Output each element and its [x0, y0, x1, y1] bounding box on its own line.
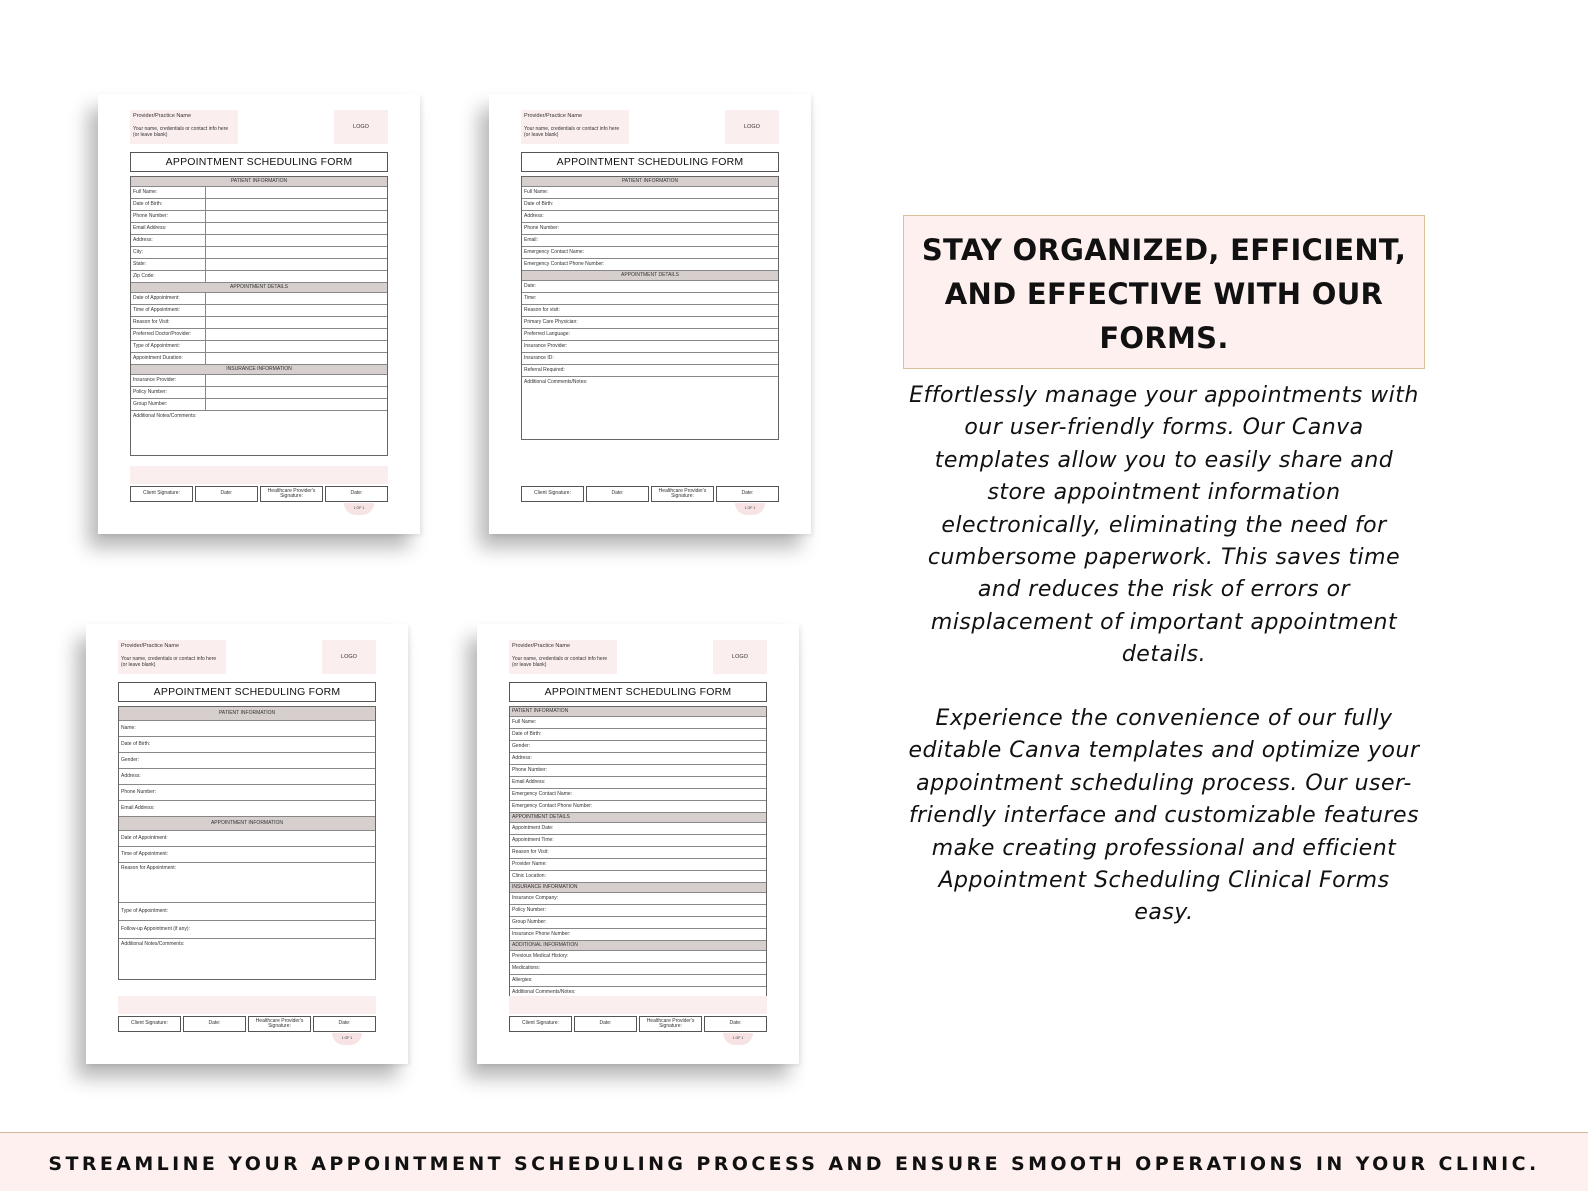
provider-header — [521, 110, 629, 144]
client-signature: Client Signature: — [509, 1016, 572, 1032]
section-header — [510, 883, 766, 893]
client-signature: Client Signature: — [130, 486, 193, 502]
form-preview-3 — [86, 624, 408, 1064]
signature-row — [118, 1016, 376, 1032]
form-preview-4 — [477, 624, 799, 1064]
section-label: INSURANCE INFORMATION — [512, 884, 578, 890]
description-paragraph-2: Experience the convenience of our fully editable Canva templates and optimize your appointment scheduling process. Our user-friendly interface and customizable features make creating professional and efficient Appointment Scheduling Clinical Forms easy. — [908, 706, 1420, 926]
field-label: Reason for Visit: — [131, 317, 206, 328]
signature-row — [521, 486, 779, 502]
form-table — [130, 176, 388, 456]
section-label: PATIENT INFORMATION — [512, 708, 569, 714]
field-label: Provider Name: — [512, 861, 547, 867]
logo-placeholder: LOGO — [725, 110, 779, 144]
field-label: Policy Number: — [131, 387, 206, 398]
section-header: APPOINTMENT INFORMATION — [119, 817, 375, 831]
field-label: Reason for visit: — [524, 307, 560, 313]
field-label: Follow-up Appointment (if any): — [121, 926, 190, 932]
form-title: APPOINTMENT SCHEDULING FORM — [130, 152, 388, 172]
field-label: Date of Birth: — [512, 731, 542, 737]
field-label: Clinic Location: — [512, 873, 546, 879]
field-label: Allergies: — [512, 977, 533, 983]
notes-label: Additional Comments/Notes: — [524, 379, 588, 385]
page-number: 1 OF 1 — [344, 503, 374, 515]
field-label: Emergency Contact Name: — [512, 791, 573, 797]
provider-signature: Healthcare Provider's Signature: — [248, 1016, 311, 1032]
logo-placeholder: LOGO — [713, 640, 767, 674]
signature-date: Date: — [574, 1016, 637, 1032]
form-preview-1 — [98, 94, 420, 534]
form-preview-2 — [489, 94, 811, 534]
field-label: City: — [131, 247, 206, 258]
provider-header — [509, 640, 617, 674]
field-label: Date of Birth: — [131, 199, 206, 210]
field-label: Time of Appointment: — [131, 305, 206, 316]
field-label: Phone Number: — [131, 211, 206, 222]
field-label: Policy Number: — [512, 907, 546, 913]
provider-name: Provider/Practice Name — [133, 113, 192, 119]
field-label: Insurance Phone Number: — [512, 931, 571, 937]
form-table — [118, 706, 376, 980]
field-label: Name: — [121, 725, 136, 731]
provider-signature: Healthcare Provider's Signature: — [260, 486, 323, 502]
signature-row — [509, 1016, 767, 1032]
field-label: Time of Appointment: — [121, 851, 169, 857]
field-label: Group Number: — [131, 399, 206, 410]
field-label: Zip Code: — [131, 271, 206, 282]
provider-signature: Healthcare Provider's Signature: — [651, 486, 714, 502]
signature-band — [130, 466, 388, 484]
section-header — [510, 707, 766, 717]
field-label: Email Address: — [131, 223, 206, 234]
field-label: Insurance Provider: — [131, 375, 206, 386]
page-number: 1 OF 1 — [332, 1033, 362, 1045]
section-header: PATIENT INFORMATION — [131, 177, 387, 187]
field-label: Email Address: — [512, 779, 546, 785]
field-label: Full Name: — [524, 189, 549, 195]
field-label: State: — [131, 259, 206, 270]
section-header: APPOINTMENT DETAILS — [131, 283, 387, 293]
field-label: Appointment Duration: — [131, 353, 206, 364]
field-label: Insurance ID: — [524, 355, 554, 361]
notes-label: Additional Notes/Comments: — [133, 413, 197, 419]
field-label: Type of Appointment: — [121, 908, 168, 914]
field-label: Email Address: — [121, 805, 155, 811]
headline: STAY ORGANIZED, EFFICIENT, AND EFFECTIVE WITH OUR FORMS. — [903, 215, 1425, 369]
description-paragraph-1: Effortlessly manage your appointments with our user-friendly forms. Our Canva templates allow you to easily share and store appointment information electronically, eliminating the need for cumbersome paperwork. This saves time and reduces the risk of errors or misplacement of important appointment details. — [909, 383, 1419, 668]
field-label: Address: — [131, 235, 206, 246]
signature-date: Date: — [704, 1016, 767, 1032]
field-label: Insurance Company: — [512, 895, 559, 901]
provider-header — [130, 110, 238, 144]
signature-date: Date: — [325, 486, 388, 502]
field-label: Email: — [524, 237, 538, 243]
signature-date: Date: — [586, 486, 649, 502]
logo-placeholder: LOGO — [322, 640, 376, 674]
field-label: Referral Required: — [524, 367, 565, 373]
field-label: Preferred Language: — [524, 331, 570, 337]
field-label: Gender: — [121, 757, 140, 763]
form-title: APPOINTMENT SCHEDULING FORM — [509, 682, 767, 702]
section-header: APPOINTMENT DETAILS — [522, 271, 778, 281]
field-label: Type of Appointment: — [131, 341, 206, 352]
field-label: Date of Birth: — [121, 741, 151, 747]
field-label: Date of Birth: — [524, 201, 554, 207]
field-label: Date of Appointment: — [131, 293, 206, 304]
signature-date: Date: — [183, 1016, 246, 1032]
section-label: ADDITIONAL INFORMATION — [512, 942, 578, 948]
field-label: Date: — [524, 283, 536, 289]
field-label: Full Name: — [131, 187, 206, 198]
signature-row — [130, 486, 388, 502]
field-label: Phone Number: — [512, 767, 548, 773]
form-table — [509, 706, 767, 1000]
field-label: Additional Comments/Notes: — [512, 989, 576, 995]
client-signature: Client Signature: — [118, 1016, 181, 1032]
field-label: Medications: — [512, 965, 541, 971]
provider-info: Your name, credentials or contact info here (or leave blank) — [133, 126, 229, 138]
section-header: PATIENT INFORMATION — [119, 707, 375, 721]
field-label: Phone Number: — [121, 789, 157, 795]
footer-banner: STREAMLINE YOUR APPOINTMENT SCHEDULING PROCESS AND ENSURE SMOOTH OPERATIONS IN YOUR CLINIC. — [0, 1133, 1588, 1191]
field-label: Reason for Visit: — [512, 849, 549, 855]
field-label: Gender: — [512, 743, 531, 749]
field-label: Time: — [524, 295, 537, 301]
provider-info: Your name, credentials or contact info here (or leave blank) — [524, 126, 620, 138]
form-title: APPOINTMENT SCHEDULING FORM — [118, 682, 376, 702]
provider-signature: Healthcare Provider's Signature: — [639, 1016, 702, 1032]
form-title: APPOINTMENT SCHEDULING FORM — [521, 152, 779, 172]
field-label: Phone Number: — [524, 225, 560, 231]
logo-placeholder: LOGO — [334, 110, 388, 144]
client-signature: Client Signature: — [521, 486, 584, 502]
field-label: Insurance Provider: — [524, 343, 568, 349]
signature-date: Date: — [195, 486, 258, 502]
field-label: Appointment Date: — [512, 825, 554, 831]
page-number: 1 OF 1 — [735, 503, 765, 515]
signature-date: Date: — [313, 1016, 376, 1032]
provider-info: Your name, credentials or contact info here (or leave blank) — [512, 656, 608, 668]
field-label: Emergency Contact Name: — [524, 249, 585, 255]
signature-date: Date: — [716, 486, 779, 502]
section-header — [510, 941, 766, 951]
provider-name: Provider/Practice Name — [121, 643, 180, 649]
section-header — [510, 813, 766, 823]
section-header: PATIENT INFORMATION — [522, 177, 778, 187]
provider-header — [118, 640, 226, 674]
field-label: Address: — [121, 773, 141, 779]
field-label: Address: — [524, 213, 544, 219]
field-label: Primary Care Physician: — [524, 319, 578, 325]
field-label: Emergency Contact Phone Number: — [524, 261, 605, 267]
field-label: Reason for Appointment: — [121, 865, 177, 871]
provider-name: Provider/Practice Name — [524, 113, 583, 119]
field-label: Group Number: — [512, 919, 547, 925]
field-label: Full Name: — [512, 719, 537, 725]
field-label: Emergency Contact Phone Number: — [512, 803, 593, 809]
section-label: APPOINTMENT DETAILS — [512, 814, 570, 820]
field-label: Appointment Time: — [512, 837, 554, 843]
field-label: Preferred Doctor/Provider: — [131, 329, 206, 340]
provider-info: Your name, credentials or contact info here (or leave blank) — [121, 656, 217, 668]
section-header: INSURANCE INFORMATION — [131, 365, 387, 375]
field-label: Previous Medical History: — [512, 953, 569, 959]
signature-band — [509, 996, 767, 1014]
signature-band — [118, 996, 376, 1014]
notes-label: Additional Notes/Comments: — [121, 941, 185, 947]
field-label: Address: — [512, 755, 532, 761]
page-number: 1 OF 1 — [723, 1033, 753, 1045]
form-table — [521, 176, 779, 440]
provider-name: Provider/Practice Name — [512, 643, 571, 649]
field-label: Date of Appointment: — [121, 835, 168, 841]
